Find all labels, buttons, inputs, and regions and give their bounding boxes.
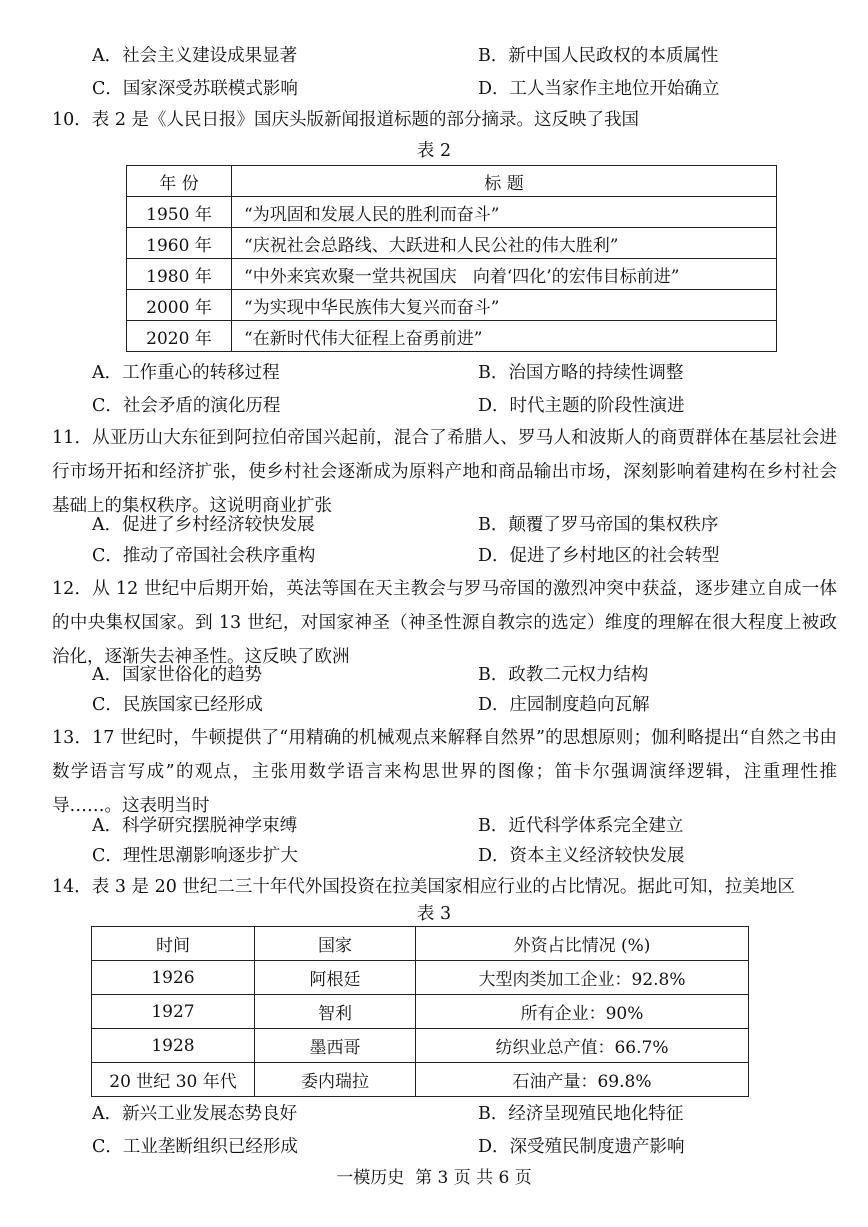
table-cell-year: 1950 年 [127,197,232,228]
q11-option-b: B．颠覆了罗马帝国的集权秩序 [478,515,719,535]
q13-option-a: A．科学研究摆脱神学束缚 [92,816,298,836]
q10-option-b: B．治国方略的持续性调整 [478,363,684,383]
table-cell-country: 阿根廷 [255,961,416,995]
q12-option-c: C．民族国家已经形成 [92,695,263,715]
q13-stem: 13．17 世纪时，牛顿提供了“用精确的机械观点来解释自然界”的思想原则；伽利略提出“自然之书由数学语言写成”的观点，主张用数学语言来构思世界的图像；笛卡尔强调演绎逻辑，注重理性推导……。这表明当时 [52,728,837,816]
table-cell-share: 石油产量：69.8% [416,1063,749,1097]
q11-option-c: C．推动了帝国社会秩序重构 [92,546,316,566]
table-cell-title: “中外来宾欢聚一堂共祝国庆 向着‘四化’的宏伟目标前进” [232,259,777,290]
q13-option-d: D．资本主义经济较快发展 [478,846,685,866]
q12-option-d: D．庄园制度趋向瓦解 [478,695,650,715]
table-cell-share: 大型肉类加工企业：92.8% [416,961,749,995]
table-row [127,228,777,259]
q10-stem: 10．表 2 是《人民日报》国庆头版新闻报道标题的部分摘录。这反映了我国 [52,110,640,130]
table-header-cell: 时间 [92,927,255,961]
table-cell-title: “为实现中华民族伟大复兴而奋斗” [232,290,777,321]
page-footer: 一模历史 第 3 页 共 6 页 [336,1168,532,1188]
q11-option-a: A．促进了乡村经济较快发展 [92,515,315,535]
q14-stem: 14．表 3 是 20 世纪二三十年代外国投资在拉美国家相应行业的占比情况。据此可知，拉美地区 [52,877,795,897]
table-header-row [127,166,777,197]
q12-option-a: A．国家世俗化的趋势 [92,665,263,685]
q14-option-b: B．经济呈现殖民地化特征 [478,1104,684,1124]
table-header-cell: 国家 [255,927,416,961]
table-cell-year: 2000 年 [127,290,232,321]
table-cell-country: 墨西哥 [255,1029,416,1063]
table-cell-share: 纺织业总产值：66.7% [416,1029,749,1063]
table-cell-year: 2020 年 [127,321,232,352]
table-row [92,995,749,1029]
q9-option-d: D．工人当家作主地位开始确立 [478,79,720,99]
table-row [127,259,777,290]
q9-option-c: C．国家深受苏联模式影响 [92,79,298,99]
q12-option-b: B．政教二元权力结构 [478,665,649,685]
table-row [92,1063,749,1097]
q14-option-c: C．工业垄断组织已经形成 [92,1137,298,1157]
q13-option-c: C．理性思潮影响逐步扩大 [92,846,298,866]
q13-option-b: B．近代科学体系完全建立 [478,816,684,836]
table-cell-share: 所有企业：90% [416,995,749,1029]
table-2 [126,165,777,352]
q10-option-d: D．时代主题的阶段性演进 [478,396,685,416]
q14-option-a: A．新兴工业发展态势良好 [92,1104,298,1124]
table-cell-time: 20 世纪 30 年代 [92,1063,255,1097]
table-cell-country: 委内瑞拉 [255,1063,416,1097]
table-cell-year: 1960 年 [127,228,232,259]
table-cell-time: 1927 [92,995,255,1029]
table-header-cell: 外资占比情况 (%) [416,927,749,961]
q9-option-b: B．新中国人民政权的本质属性 [478,46,719,66]
table-header-row [92,927,749,961]
table-cell-country: 智利 [255,995,416,1029]
q9-option-a: A．社会主义建设成果显著 [92,46,298,66]
table-cell-year: 1980 年 [127,259,232,290]
table-header-cell: 标 题 [232,166,777,197]
table-cell-title: “庆祝社会总路线、大跃进和人民公社的伟大胜利” [232,228,777,259]
table-row [92,1029,749,1063]
table-cell-time: 1926 [92,961,255,995]
table-header-cell: 年 份 [127,166,232,197]
q11-option-d: D．促进了乡村地区的社会转型 [478,546,720,566]
table-row [127,290,777,321]
q14-option-d: D．深受殖民制度遗产影响 [478,1137,685,1157]
table-row [127,197,777,228]
table2-caption: 表 2 [416,141,452,161]
table-cell-time: 1928 [92,1029,255,1063]
table-3 [91,926,749,1097]
q10-option-a: A．工作重心的转移过程 [92,363,280,383]
q12-stem: 12．从 12 世纪中后期开始，英法等国在天主教会与罗马帝国的激烈冲突中获益，逐步建立自成一体的中央集权国家。到 13 世纪，对国家神圣（神圣性源自教宗的选定）维度的理解在很大程度上被政治化，逐渐失去神圣性。这反映了欧洲 [52,579,837,667]
table-row [92,961,749,995]
table3-caption: 表 3 [416,904,452,924]
q10-option-c: C．社会矛盾的演化历程 [92,396,281,416]
table-row [127,321,777,352]
table-cell-title: “在新时代伟大征程上奋勇前进” [232,321,777,352]
q11-stem: 11．从亚历山大东征到阿拉伯帝国兴起前，混合了希腊人、罗马人和波斯人的商贾群体在基层社会进行市场开拓和经济扩张，使乡村社会逐渐成为原料产地和商品输出市场，深刻影响着建构在乡村社会基础上的集权秩序。这说明商业扩张 [52,428,837,516]
table-cell-title: “为巩固和发展人民的胜利而奋斗” [232,197,777,228]
